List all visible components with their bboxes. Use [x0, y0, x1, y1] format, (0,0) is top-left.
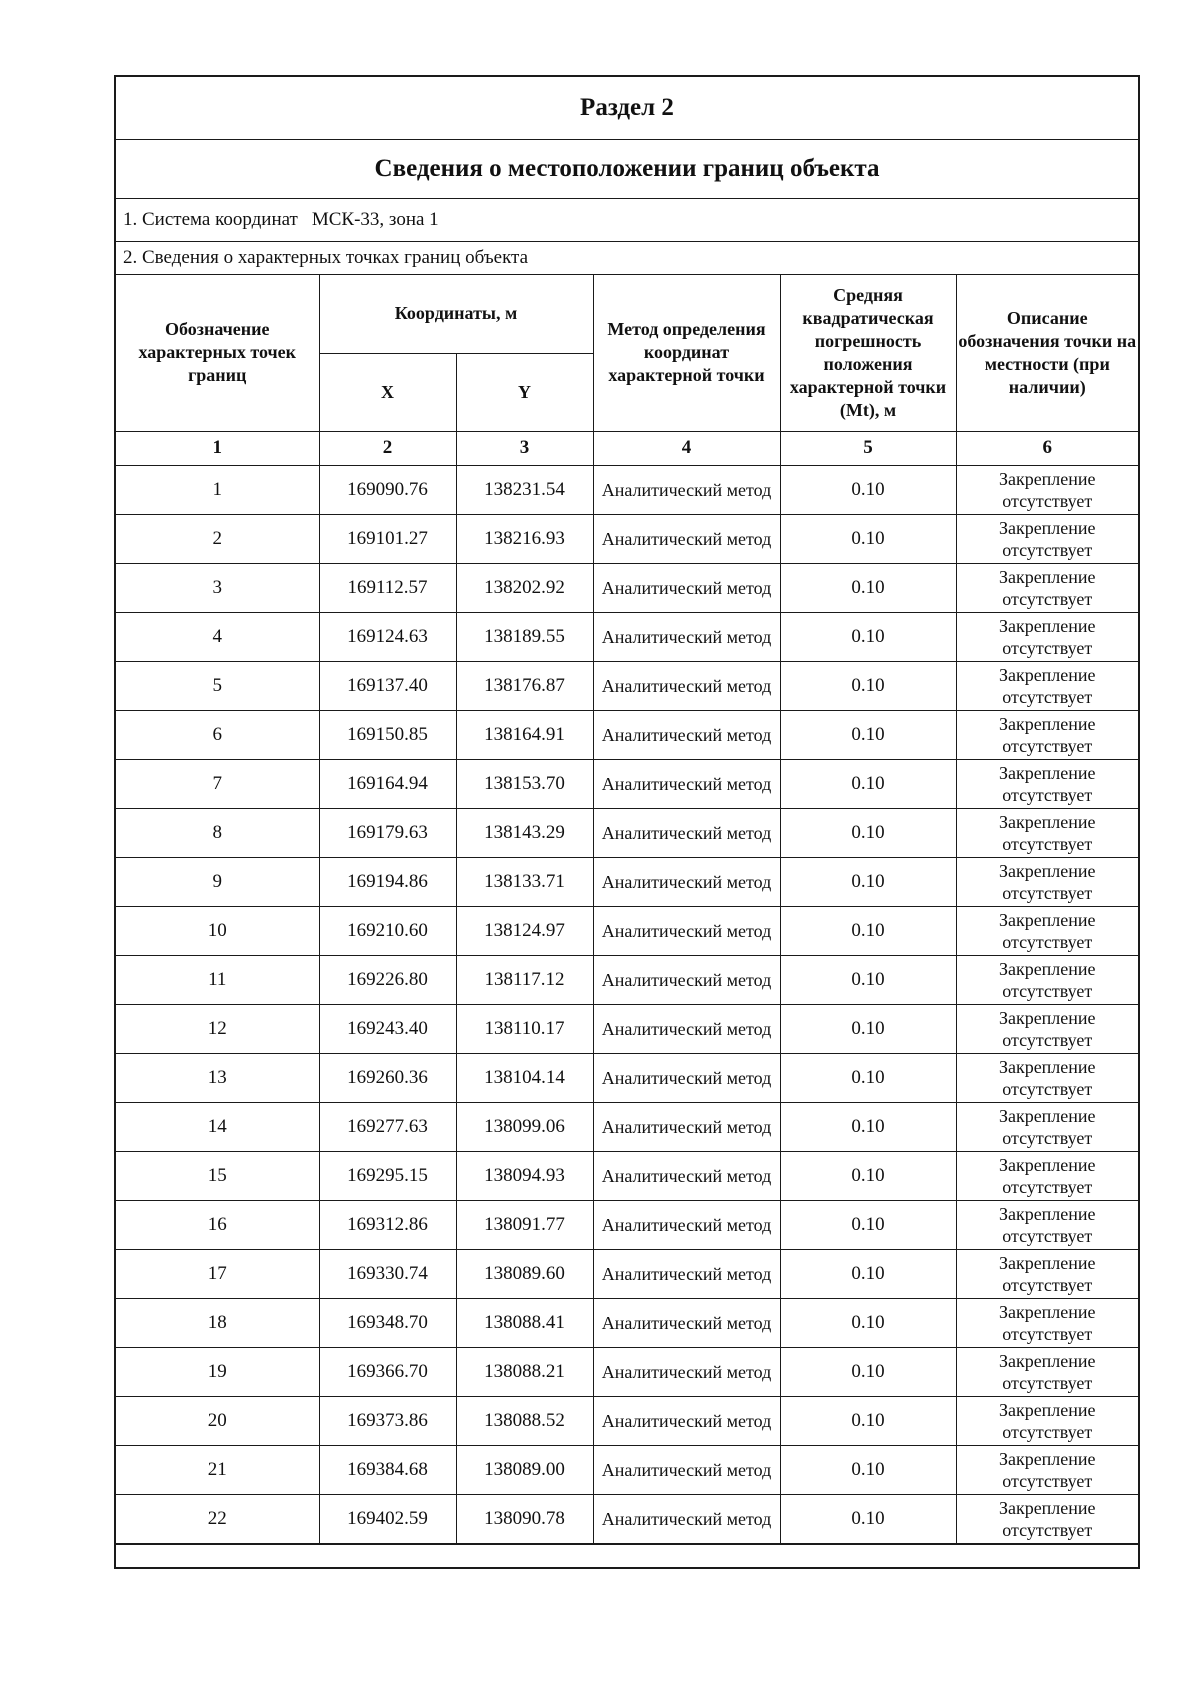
mean-error-cell: 0.10	[780, 1053, 956, 1102]
coord-x-cell: 169194.86	[319, 857, 456, 906]
header-point-designation: Обозначение характерных точек границ	[116, 275, 319, 431]
description-cell: Закрепление отсутствует	[956, 465, 1138, 514]
description-cell: Закрепление отсутствует	[956, 1151, 1138, 1200]
coord-x-cell: 169124.63	[319, 612, 456, 661]
point-id-cell: 12	[116, 1004, 319, 1053]
description-cell: Закрепление отсутствует	[956, 514, 1138, 563]
point-id-cell: 1	[116, 465, 319, 514]
table-row	[116, 857, 1138, 906]
mean-error-cell: 0.10	[780, 955, 956, 1004]
table-row	[116, 955, 1138, 1004]
mean-error-cell: 0.10	[780, 1151, 956, 1200]
coord-y-cell: 138143.29	[456, 808, 593, 857]
table-row	[116, 1396, 1138, 1445]
table-row	[116, 1249, 1138, 1298]
point-id-cell: 19	[116, 1347, 319, 1396]
method-cell: Аналитический метод	[593, 1494, 780, 1543]
column-number: 5	[780, 431, 956, 465]
header-method: Метод определения координат характерной точки	[593, 275, 780, 431]
mean-error-cell: 0.10	[780, 1347, 956, 1396]
method-cell: Аналитический метод	[593, 563, 780, 612]
coord-system-line	[116, 199, 1138, 242]
coord-x-cell: 169179.63	[319, 808, 456, 857]
column-number: 4	[593, 431, 780, 465]
table-row	[116, 465, 1138, 514]
coord-x-cell: 169366.70	[319, 1347, 456, 1396]
coord-y-cell: 138089.60	[456, 1249, 593, 1298]
coord-y-cell: 138104.14	[456, 1053, 593, 1102]
mean-error-cell: 0.10	[780, 808, 956, 857]
coord-system-label: 1. Система координат	[123, 209, 298, 230]
point-id-cell: 21	[116, 1445, 319, 1494]
header-y: Y	[456, 353, 593, 431]
table-row	[116, 759, 1138, 808]
header-x: X	[319, 353, 456, 431]
description-cell: Закрепление отсутствует	[956, 661, 1138, 710]
description-cell: Закрепление отсутствует	[956, 1347, 1138, 1396]
table-row	[116, 1004, 1138, 1053]
coord-x-cell: 169312.86	[319, 1200, 456, 1249]
section-title: Раздел 2	[116, 77, 1138, 140]
table-row	[116, 563, 1138, 612]
coord-y-cell: 138090.78	[456, 1494, 593, 1543]
mean-error-cell: 0.10	[780, 1494, 956, 1543]
point-id-cell: 18	[116, 1298, 319, 1347]
coord-x-cell: 169243.40	[319, 1004, 456, 1053]
method-cell: Аналитический метод	[593, 759, 780, 808]
mean-error-cell: 0.10	[780, 1004, 956, 1053]
description-cell: Закрепление отсутствует	[956, 808, 1138, 857]
description-cell: Закрепление отсутствует	[956, 1004, 1138, 1053]
description-cell: Закрепление отсутствует	[956, 1396, 1138, 1445]
point-id-cell: 11	[116, 955, 319, 1004]
coord-y-cell: 138189.55	[456, 612, 593, 661]
coord-x-cell: 169330.74	[319, 1249, 456, 1298]
table-row	[116, 1494, 1138, 1543]
point-id-cell: 7	[116, 759, 319, 808]
point-id-cell: 16	[116, 1200, 319, 1249]
coord-x-cell: 169226.80	[319, 955, 456, 1004]
method-cell: Аналитический метод	[593, 1445, 780, 1494]
table-row	[116, 661, 1138, 710]
section-subtitle: Сведения о местоположении границ объекта	[116, 140, 1138, 199]
mean-error-cell: 0.10	[780, 759, 956, 808]
coord-x-cell: 169348.70	[319, 1298, 456, 1347]
coord-system-value: МСК-33, зона 1	[311, 209, 439, 230]
point-id-cell: 14	[116, 1102, 319, 1151]
coord-x-cell: 169260.36	[319, 1053, 456, 1102]
coord-y-cell: 138099.06	[456, 1102, 593, 1151]
coord-y-cell: 138088.21	[456, 1347, 593, 1396]
coord-x-cell: 169295.15	[319, 1151, 456, 1200]
mean-error-cell: 0.10	[780, 1298, 956, 1347]
header-description: Описание обозначения точки на местности (при наличии)	[956, 275, 1138, 431]
coord-y-cell: 138124.97	[456, 906, 593, 955]
method-cell: Аналитический метод	[593, 612, 780, 661]
method-cell: Аналитический метод	[593, 710, 780, 759]
table-row	[116, 1102, 1138, 1151]
mean-error-cell: 0.10	[780, 1445, 956, 1494]
table-row	[116, 808, 1138, 857]
description-cell: Закрепление отсутствует	[956, 1494, 1138, 1543]
table-row	[116, 710, 1138, 759]
point-id-cell: 10	[116, 906, 319, 955]
table-row	[116, 1445, 1138, 1494]
mean-error-cell: 0.10	[780, 1396, 956, 1445]
description-cell: Закрепление отсутствует	[956, 759, 1138, 808]
point-id-cell: 3	[116, 563, 319, 612]
coord-y-cell: 138089.00	[456, 1445, 593, 1494]
mean-error-cell: 0.10	[780, 857, 956, 906]
document-sheet	[114, 75, 1140, 1569]
description-cell: Закрепление отсутствует	[956, 1053, 1138, 1102]
mean-error-cell: 0.10	[780, 710, 956, 759]
method-cell: Аналитический метод	[593, 857, 780, 906]
point-id-cell: 9	[116, 857, 319, 906]
method-cell: Аналитический метод	[593, 1298, 780, 1347]
method-cell: Аналитический метод	[593, 1004, 780, 1053]
mean-error-cell: 0.10	[780, 1249, 956, 1298]
coord-y-cell: 138133.71	[456, 857, 593, 906]
table-row	[116, 1053, 1138, 1102]
coord-y-cell: 138091.77	[456, 1200, 593, 1249]
header-mean-error: Средняя квадратическая погрешность положения характерной точки (Mt), м	[780, 275, 956, 431]
point-id-cell: 22	[116, 1494, 319, 1543]
mean-error-cell: 0.10	[780, 563, 956, 612]
column-number: 6	[956, 431, 1138, 465]
point-id-cell: 2	[116, 514, 319, 563]
coord-y-cell: 138202.92	[456, 563, 593, 612]
mean-error-cell: 0.10	[780, 514, 956, 563]
mean-error-cell: 0.10	[780, 1102, 956, 1151]
points-heading: 2. Сведения о характерных точках границ объекта	[116, 242, 1138, 275]
column-numbers-row	[116, 431, 1138, 465]
point-id-cell: 13	[116, 1053, 319, 1102]
coord-y-cell: 138117.12	[456, 955, 593, 1004]
point-id-cell: 4	[116, 612, 319, 661]
mean-error-cell: 0.10	[780, 661, 956, 710]
table-row	[116, 514, 1138, 563]
description-cell: Закрепление отсутствует	[956, 1249, 1138, 1298]
table-row	[116, 1200, 1138, 1249]
coord-x-cell: 169402.59	[319, 1494, 456, 1543]
table-row	[116, 1298, 1138, 1347]
point-id-cell: 17	[116, 1249, 319, 1298]
column-number: 1	[116, 431, 319, 465]
method-cell: Аналитический метод	[593, 661, 780, 710]
coord-y-cell: 138088.41	[456, 1298, 593, 1347]
mean-error-cell: 0.10	[780, 612, 956, 661]
description-cell: Закрепление отсутствует	[956, 1200, 1138, 1249]
method-cell: Аналитический метод	[593, 1200, 780, 1249]
table-row	[116, 1151, 1138, 1200]
coord-y-cell: 138164.91	[456, 710, 593, 759]
description-cell: Закрепление отсутствует	[956, 1298, 1138, 1347]
mean-error-cell: 0.10	[780, 906, 956, 955]
coord-x-cell: 169373.86	[319, 1396, 456, 1445]
coord-y-cell: 138176.87	[456, 661, 593, 710]
method-cell: Аналитический метод	[593, 808, 780, 857]
table-footer-row	[116, 1544, 1138, 1567]
column-number: 2	[319, 431, 456, 465]
coord-x-cell: 169101.27	[319, 514, 456, 563]
method-cell: Аналитический метод	[593, 1102, 780, 1151]
description-cell: Закрепление отсутствует	[956, 1102, 1138, 1151]
coord-x-cell: 169164.94	[319, 759, 456, 808]
boundary-points-table	[116, 275, 1138, 1544]
method-cell: Аналитический метод	[593, 514, 780, 563]
method-cell: Аналитический метод	[593, 1053, 780, 1102]
point-id-cell: 20	[116, 1396, 319, 1445]
coord-y-cell: 138216.93	[456, 514, 593, 563]
method-cell: Аналитический метод	[593, 955, 780, 1004]
header-coordinates: Координаты, м	[319, 275, 593, 353]
table-row	[116, 1347, 1138, 1396]
coord-x-cell: 169112.57	[319, 563, 456, 612]
coord-y-cell: 138153.70	[456, 759, 593, 808]
point-id-cell: 6	[116, 710, 319, 759]
method-cell: Аналитический метод	[593, 465, 780, 514]
coord-x-cell: 169137.40	[319, 661, 456, 710]
table-row	[116, 906, 1138, 955]
description-cell: Закрепление отсутствует	[956, 857, 1138, 906]
coord-x-cell: 169210.60	[319, 906, 456, 955]
description-cell: Закрепление отсутствует	[956, 955, 1138, 1004]
coord-y-cell: 138094.93	[456, 1151, 593, 1200]
point-id-cell: 5	[116, 661, 319, 710]
column-number: 3	[456, 431, 593, 465]
method-cell: Аналитический метод	[593, 1396, 780, 1445]
method-cell: Аналитический метод	[593, 1249, 780, 1298]
description-cell: Закрепление отсутствует	[956, 1445, 1138, 1494]
point-id-cell: 15	[116, 1151, 319, 1200]
method-cell: Аналитический метод	[593, 1151, 780, 1200]
coord-x-cell: 169277.63	[319, 1102, 456, 1151]
coord-y-cell: 138231.54	[456, 465, 593, 514]
coord-y-cell: 138088.52	[456, 1396, 593, 1445]
coord-x-cell: 169150.85	[319, 710, 456, 759]
mean-error-cell: 0.10	[780, 465, 956, 514]
coord-y-cell: 138110.17	[456, 1004, 593, 1053]
description-cell: Закрепление отсутствует	[956, 612, 1138, 661]
description-cell: Закрепление отсутствует	[956, 563, 1138, 612]
coord-x-cell: 169384.68	[319, 1445, 456, 1494]
description-cell: Закрепление отсутствует	[956, 906, 1138, 955]
coord-x-cell: 169090.76	[319, 465, 456, 514]
mean-error-cell: 0.10	[780, 1200, 956, 1249]
method-cell: Аналитический метод	[593, 906, 780, 955]
method-cell: Аналитический метод	[593, 1347, 780, 1396]
point-id-cell: 8	[116, 808, 319, 857]
description-cell: Закрепление отсутствует	[956, 710, 1138, 759]
table-row	[116, 612, 1138, 661]
